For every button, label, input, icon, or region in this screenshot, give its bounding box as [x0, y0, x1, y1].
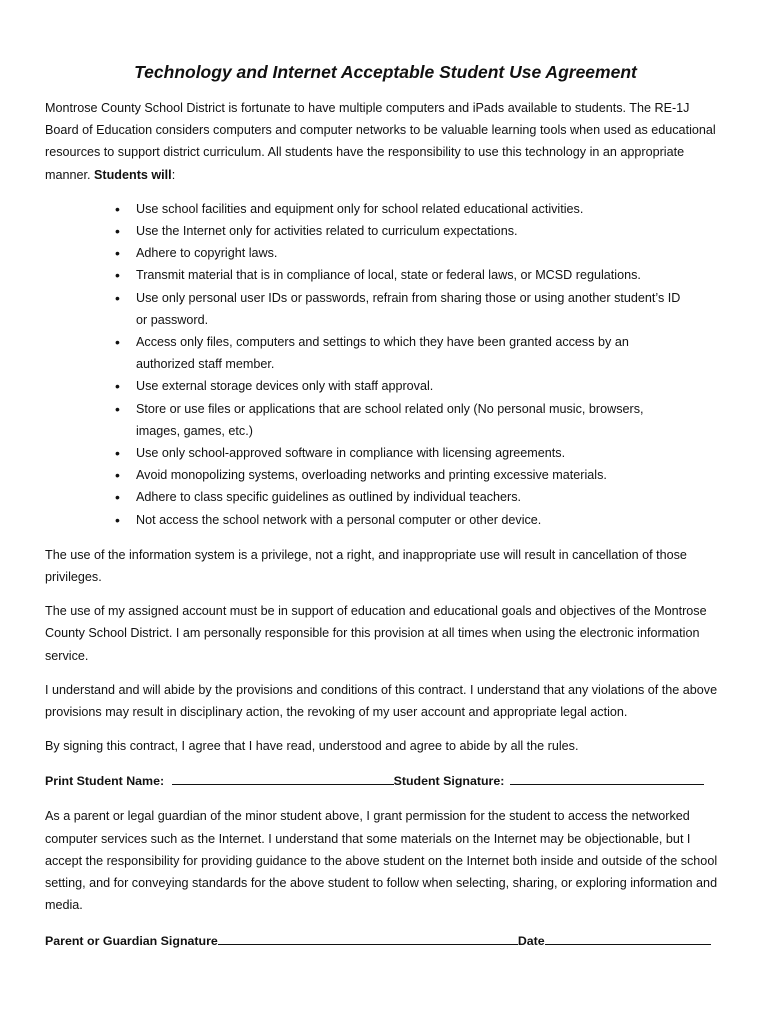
page-title: Technology and Internet Acceptable Student Use Agreement [134, 62, 637, 82]
list-item: • Transmit material that is in compliance of local, state or federal laws, or MCSD regulations. [136, 264, 726, 286]
intro-colon: : [171, 167, 176, 182]
parent-paragraph: As a parent or legal guardian of the minor student above, I grant permission for the student to access the networked computer services such as the Internet. I understand that some materials on the Internet may be objectionable, but I accept the responsibility for providing guidance to the above student on the Internet both inside and outside of the school setting, and for conveying standards for the above student to follow when selecting, sharing, or exploring information and media. [45, 809, 718, 913]
rules-list [45, 198, 726, 531]
parent-signature-line [45, 930, 726, 952]
student-signature-label: Student Signature: [393, 774, 505, 789]
student-name-field[interactable] [172, 770, 394, 785]
intro-paragraph [45, 97, 726, 186]
student-signature-field[interactable] [510, 770, 704, 785]
list-item: • Use only personal user IDs or passwords, refrain from sharing those or using another student’s ID or password. [136, 287, 726, 331]
student-name-label: Print Student Name: [45, 774, 165, 789]
intro-bold-lead: Students will [94, 167, 172, 182]
intro-text: Montrose County School District is fortunate to have multiple computers and iPads available to students. The RE-1J Board of Education considers computers and computer networks to be valuable learning tools when used as educational resources to support district curriculum. All students have the responsibility to use this technology in an appropriate manner. [45, 101, 716, 182]
privilege-paragraph: The use of the information system is a privilege, not a right, and inappropriate use will result in cancellation of those privileges. [45, 547, 687, 585]
list-item: • Adhere to class specific guidelines as outlined by individual teachers. [136, 486, 726, 508]
parent-signature-label: Parent or Guardian Signature [45, 933, 218, 948]
list-item: • Use only school-approved software in compliance with licensing agreements. [136, 442, 726, 464]
date-field[interactable] [545, 930, 711, 945]
parent-signature-field[interactable] [218, 930, 518, 945]
list-item: • Store or use files or applications that are school related only (No personal music, browsers, images, games, etc.) [136, 398, 726, 442]
list-item: • Adhere to copyright laws. [136, 242, 726, 264]
list-item: • Avoid monopolizing systems, overloading networks and printing excessive materials. [136, 464, 726, 486]
signing-paragraph: By signing this contract, I agree that I have read, understood and agree to abide by all the rules. [45, 739, 579, 754]
list-item: • Use school facilities and equipment only for school related educational activities. [136, 198, 726, 220]
list-item: • Use external storage devices only with staff approval. [136, 375, 726, 397]
student-signature-line [45, 770, 726, 792]
list-item: • Use the Internet only for activities related to curriculum expectations. [136, 220, 726, 242]
abide-paragraph: I understand and will abide by the provisions and conditions of this contract. I understand that any violations of the above provisions may result in disciplinary action, the revoking of my user account and appropriate legal action. [45, 682, 718, 720]
date-label: Date [517, 933, 545, 948]
account-paragraph: The use of my assigned account must be in support of education and educational goals and objectives of the Montrose County School District. I am personally responsible for this provision at all times when using the electronic information service. [45, 604, 707, 663]
list-item: • Access only files, computers and settings to which they have been granted access by an authorized staff member. [136, 331, 726, 375]
list-item: • Not access the school network with a personal computer or other device. [136, 509, 726, 531]
